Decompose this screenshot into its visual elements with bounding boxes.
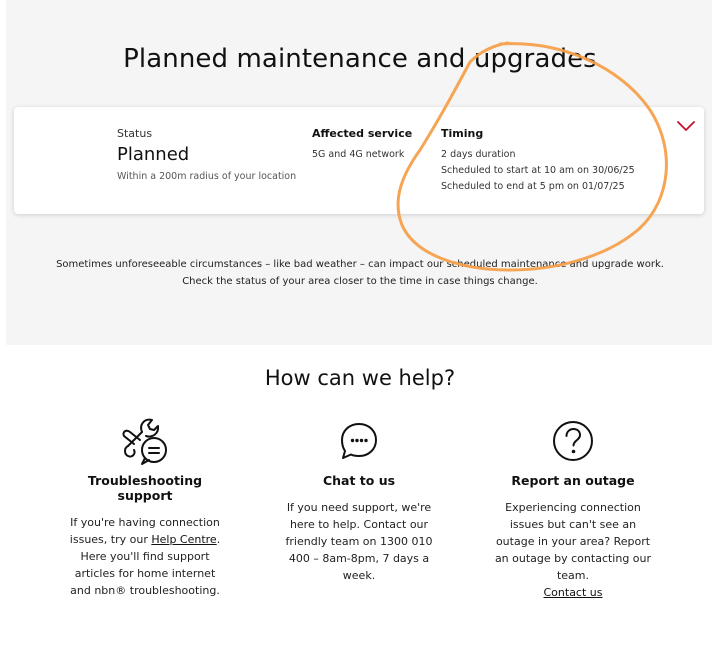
outage-text (488, 499, 658, 601)
chat-text-line: friendly team on 1300 010 (285, 535, 433, 548)
outage-text-line: issues but can't see an (509, 518, 637, 531)
troubleshooting-text-line: and nbn® troubleshooting. (70, 584, 220, 597)
page-title: Planned maintenance and upgrades (123, 44, 597, 74)
affected-service-value: 5G and 4G network (312, 149, 405, 160)
status-value: Planned (117, 144, 190, 165)
chat-bubble-icon (330, 412, 388, 470)
question-circle-icon (544, 412, 602, 470)
chat-text-line: If you need support, we're (286, 501, 432, 514)
notice-line-2: Check the status of your area closer to the time in case things change. (182, 276, 538, 287)
chat-text (274, 499, 444, 584)
chat-text-line: here to help. Contact our (289, 518, 429, 531)
troubleshooting-text-line: If you're having connection (70, 516, 220, 529)
timing-end: Scheduled to end at 5 pm on 01/07/25 (441, 181, 625, 192)
status-radius-text: Within a 200m radius of your location (117, 171, 297, 182)
troubleshooting-column (60, 412, 230, 599)
help-title: How can we help? (264, 366, 456, 390)
wrench-chat-icon (116, 412, 174, 470)
outage-text-line: outage in your area? Report (495, 535, 651, 548)
maintenance-card[interactable] (14, 107, 704, 214)
outage-heading: Report an outage (511, 473, 635, 488)
troubleshooting-text-line: Here you'll find support (80, 550, 210, 563)
troubleshooting-text-line: articles for home internet (74, 567, 216, 580)
affected-service-label: Affected service (312, 127, 413, 140)
troubleshooting-text-fragment: . (216, 533, 221, 546)
troubleshooting-text (60, 514, 230, 599)
troubleshooting-text-fragment: issues, try our (69, 533, 152, 546)
chevron-down-icon[interactable] (676, 119, 696, 133)
status-column (117, 127, 296, 182)
affected-service-column (312, 127, 412, 163)
help-centre-link[interactable]: Help Centre (151, 533, 217, 546)
chat-heading: Chat to us (322, 473, 396, 488)
chat-text-line: 400 – 8am-8pm, 7 days a (288, 552, 430, 565)
outage-text-line: team. (556, 569, 590, 582)
notice-line-1: Sometimes unforeseeable circumstances – like bad weather – can impact our scheduled maintenance and upgrade work. (56, 259, 664, 270)
maintenance-notice (0, 256, 720, 290)
timing-start: Scheduled to start at 10 am on 30/06/25 (441, 165, 635, 176)
troubleshooting-heading: Troubleshooting support (87, 473, 203, 503)
outage-column (488, 412, 658, 601)
timing-duration: 2 days duration (441, 149, 516, 160)
contact-us-link[interactable]: Contact us (543, 586, 603, 599)
chat-text-line: week. (342, 569, 376, 582)
timing-label: Timing (441, 127, 484, 140)
troubleshooting-text-line (60, 531, 230, 548)
outage-text-line: Experiencing connection (505, 501, 641, 514)
outage-text-line: an outage by contacting our (494, 552, 652, 565)
chat-column (274, 412, 444, 584)
timing-column (441, 127, 635, 195)
status-label: Status (117, 127, 153, 140)
